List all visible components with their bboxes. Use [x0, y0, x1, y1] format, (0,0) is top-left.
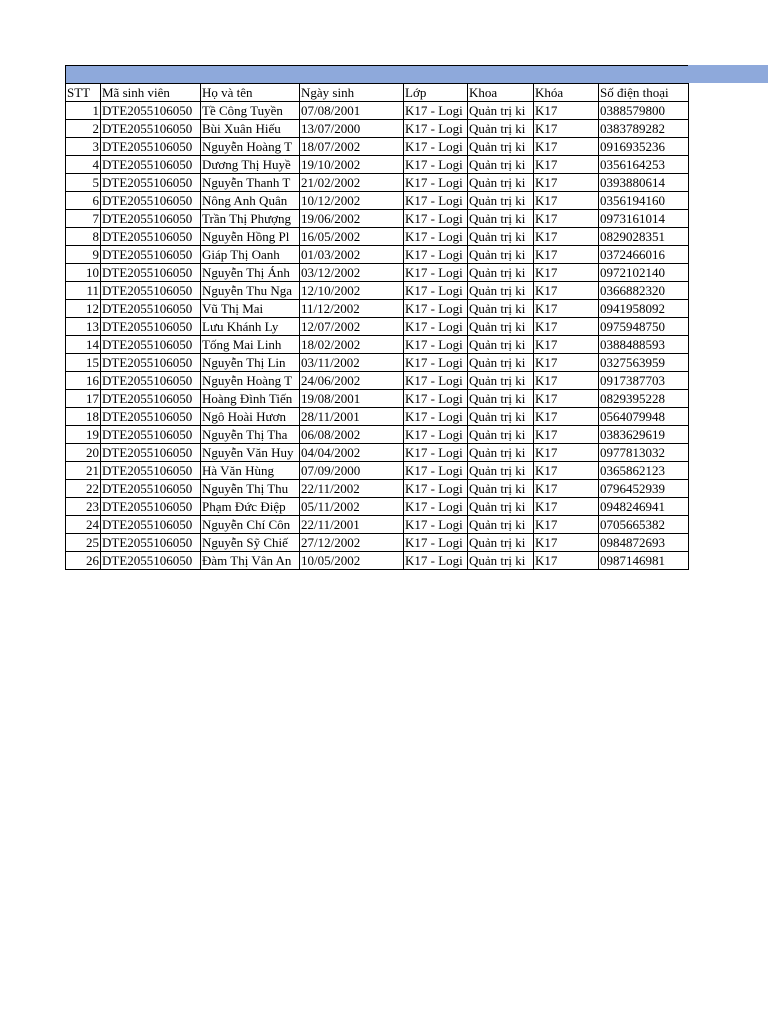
table-row: [66, 120, 689, 138]
phone-cell[interactable]: 0829395228: [599, 390, 689, 408]
cohort-cell[interactable]: K17: [534, 408, 599, 426]
faculty-cell[interactable]: Quản trị ki: [468, 246, 534, 264]
phone-cell[interactable]: 0829028351: [599, 228, 689, 246]
full-name-cell[interactable]: Tề Công Tuyền: [201, 102, 300, 120]
phone-cell[interactable]: 0383629619: [599, 426, 689, 444]
table-row: [66, 246, 689, 264]
cohort-cell[interactable]: K17: [534, 498, 599, 516]
faculty-cell[interactable]: Quản trị ki: [468, 210, 534, 228]
class-cell[interactable]: K17 - Logi: [404, 138, 468, 156]
faculty-cell[interactable]: Quản trị ki: [468, 192, 534, 210]
table-row: [66, 552, 689, 570]
faculty-cell[interactable]: Quản trị ki: [468, 138, 534, 156]
class-cell[interactable]: K17 - Logi: [404, 372, 468, 390]
class-cell[interactable]: K17 - Logi: [404, 282, 468, 300]
birth-date-cell[interactable]: 28/11/2001: [300, 408, 404, 426]
full-name-cell[interactable]: Nguyễn Thu Nga: [201, 282, 300, 300]
stt-cell[interactable]: 15: [66, 354, 101, 372]
birth-date-cell[interactable]: 18/07/2002: [300, 138, 404, 156]
full-name-cell[interactable]: Hoàng Đình Tiến: [201, 390, 300, 408]
full-name-cell[interactable]: Nguyễn Hoàng T: [201, 372, 300, 390]
full-name-cell[interactable]: Phạm Đức Điệp: [201, 498, 300, 516]
class-cell[interactable]: K17 - Logi: [404, 228, 468, 246]
class-cell[interactable]: K17 - Logi: [404, 408, 468, 426]
table-row: [66, 426, 689, 444]
student-id-cell[interactable]: DTE2055106050: [101, 264, 201, 282]
phone-cell[interactable]: 0388488593: [599, 336, 689, 354]
cohort-cell[interactable]: K17: [534, 138, 599, 156]
stt-cell[interactable]: 20: [66, 444, 101, 462]
table-row: [66, 534, 689, 552]
full-name-cell[interactable]: Vũ Thị Mai: [201, 300, 300, 318]
faculty-cell[interactable]: Quản trị ki: [468, 318, 534, 336]
class-cell[interactable]: K17 - Logi: [404, 174, 468, 192]
stt-cell[interactable]: 2: [66, 120, 101, 138]
student-id-cell[interactable]: DTE2055106050: [101, 426, 201, 444]
faculty-cell[interactable]: Quản trị ki: [468, 372, 534, 390]
full-name-cell[interactable]: Trần Thị Phượng: [201, 210, 300, 228]
student-id-cell[interactable]: DTE2055106050: [101, 408, 201, 426]
student-id-cell[interactable]: DTE2055106050: [101, 534, 201, 552]
stt-cell[interactable]: 4: [66, 156, 101, 174]
phone-cell[interactable]: 0356164253: [599, 156, 689, 174]
stt-cell[interactable]: 22: [66, 480, 101, 498]
phone-cell[interactable]: 0796452939: [599, 480, 689, 498]
stt-cell[interactable]: 6: [66, 192, 101, 210]
class-cell[interactable]: K17 - Logi: [404, 390, 468, 408]
cohort-cell[interactable]: K17: [534, 390, 599, 408]
faculty-cell[interactable]: Quản trị ki: [468, 444, 534, 462]
cohort-cell[interactable]: K17: [534, 552, 599, 570]
phone-cell[interactable]: 0973161014: [599, 210, 689, 228]
full-name-cell[interactable]: Hà Văn Hùng: [201, 462, 300, 480]
birth-date-cell[interactable]: 19/06/2002: [300, 210, 404, 228]
stt-cell[interactable]: 23: [66, 498, 101, 516]
table-row: [66, 282, 689, 300]
phone-cell[interactable]: 0948246941: [599, 498, 689, 516]
full-name-cell[interactable]: Nguyễn Hoàng T: [201, 138, 300, 156]
header-row: [66, 84, 689, 102]
header-class[interactable]: Lớp: [404, 84, 468, 102]
stt-cell[interactable]: 12: [66, 300, 101, 318]
full-name-cell[interactable]: Tống Mai Linh: [201, 336, 300, 354]
header-cohort[interactable]: Khóa: [534, 84, 599, 102]
birth-date-cell[interactable]: 07/08/2001: [300, 102, 404, 120]
table-row: [66, 210, 689, 228]
class-cell[interactable]: K17 - Logi: [404, 246, 468, 264]
faculty-cell[interactable]: Quản trị ki: [468, 480, 534, 498]
student-id-cell[interactable]: DTE2055106050: [101, 300, 201, 318]
cohort-cell[interactable]: K17: [534, 264, 599, 282]
birth-date-cell[interactable]: 22/11/2002: [300, 480, 404, 498]
birth-date-cell[interactable]: 18/02/2002: [300, 336, 404, 354]
table-row: [66, 228, 689, 246]
faculty-cell[interactable]: Quản trị ki: [468, 462, 534, 480]
stt-cell[interactable]: 16: [66, 372, 101, 390]
phone-cell[interactable]: 0393880614: [599, 174, 689, 192]
birth-date-cell[interactable]: 06/08/2002: [300, 426, 404, 444]
class-cell[interactable]: K17 - Logi: [404, 192, 468, 210]
cohort-cell[interactable]: K17: [534, 282, 599, 300]
phone-cell[interactable]: 0941958092: [599, 300, 689, 318]
table-row: [66, 462, 689, 480]
student-id-cell[interactable]: DTE2055106050: [101, 102, 201, 120]
full-name-cell[interactable]: Dương Thị Huyề: [201, 156, 300, 174]
faculty-cell[interactable]: Quản trị ki: [468, 336, 534, 354]
birth-date-cell[interactable]: 21/02/2002: [300, 174, 404, 192]
faculty-cell[interactable]: Quản trị ki: [468, 354, 534, 372]
phone-cell[interactable]: 0564079948: [599, 408, 689, 426]
table-row: [66, 354, 689, 372]
header-faculty[interactable]: Khoa: [468, 84, 534, 102]
table-row: [66, 264, 689, 282]
stt-cell[interactable]: 18: [66, 408, 101, 426]
birth-date-cell[interactable]: 10/05/2002: [300, 552, 404, 570]
class-cell[interactable]: K17 - Logi: [404, 480, 468, 498]
cohort-cell[interactable]: K17: [534, 336, 599, 354]
student-id-cell[interactable]: DTE2055106050: [101, 498, 201, 516]
class-cell[interactable]: K17 - Logi: [404, 462, 468, 480]
student-id-cell[interactable]: DTE2055106050: [101, 156, 201, 174]
header-student-id[interactable]: Mã sinh viên: [101, 84, 201, 102]
class-cell[interactable]: K17 - Logi: [404, 120, 468, 138]
student-id-cell[interactable]: DTE2055106050: [101, 228, 201, 246]
student-id-cell[interactable]: DTE2055106050: [101, 192, 201, 210]
full-name-cell[interactable]: Nông Anh Quân: [201, 192, 300, 210]
table-row: [66, 480, 689, 498]
student-id-cell[interactable]: DTE2055106050: [101, 174, 201, 192]
full-name-cell[interactable]: Nguyễn Thị Tha: [201, 426, 300, 444]
stt-cell[interactable]: 21: [66, 462, 101, 480]
cohort-cell[interactable]: K17: [534, 426, 599, 444]
cohort-cell[interactable]: K17: [534, 174, 599, 192]
birth-date-cell[interactable]: 04/04/2002: [300, 444, 404, 462]
faculty-cell[interactable]: Quản trị ki: [468, 102, 534, 120]
class-cell[interactable]: K17 - Logi: [404, 552, 468, 570]
stt-cell[interactable]: 26: [66, 552, 101, 570]
phone-cell[interactable]: 0917387703: [599, 372, 689, 390]
cohort-cell[interactable]: K17: [534, 210, 599, 228]
table-row: [66, 138, 689, 156]
student-id-cell[interactable]: DTE2055106050: [101, 138, 201, 156]
student-id-cell[interactable]: DTE2055106050: [101, 462, 201, 480]
stt-cell[interactable]: 11: [66, 282, 101, 300]
cohort-cell[interactable]: K17: [534, 480, 599, 498]
birth-date-cell[interactable]: 13/07/2000: [300, 120, 404, 138]
faculty-cell[interactable]: Quản trị ki: [468, 228, 534, 246]
full-name-cell[interactable]: Giáp Thị Oanh: [201, 246, 300, 264]
full-name-cell[interactable]: Nguyễn Thị Ánh: [201, 264, 300, 282]
table-row: [66, 390, 689, 408]
full-name-cell[interactable]: Bùi Xuân Hiếu: [201, 120, 300, 138]
phone-cell[interactable]: 0383789282: [599, 120, 689, 138]
stt-cell[interactable]: 10: [66, 264, 101, 282]
phone-cell[interactable]: 0372466016: [599, 246, 689, 264]
student-id-cell[interactable]: DTE2055106050: [101, 390, 201, 408]
faculty-cell[interactable]: Quản trị ki: [468, 156, 534, 174]
cohort-cell[interactable]: K17: [534, 444, 599, 462]
stt-cell[interactable]: 25: [66, 534, 101, 552]
phone-cell[interactable]: 0327563959: [599, 354, 689, 372]
class-cell[interactable]: K17 - Logi: [404, 156, 468, 174]
class-cell[interactable]: K17 - Logi: [404, 426, 468, 444]
table-row: [66, 318, 689, 336]
full-name-cell[interactable]: Nguyễn Sỹ Chiế: [201, 534, 300, 552]
student-id-cell[interactable]: DTE2055106050: [101, 444, 201, 462]
student-id-cell[interactable]: DTE2055106050: [101, 246, 201, 264]
student-id-cell[interactable]: DTE2055106050: [101, 336, 201, 354]
table-row: [66, 192, 689, 210]
class-cell[interactable]: K17 - Logi: [404, 444, 468, 462]
birth-date-cell[interactable]: 27/12/2002: [300, 534, 404, 552]
full-name-cell[interactable]: Nguyễn Thanh T: [201, 174, 300, 192]
birth-date-cell[interactable]: 24/06/2002: [300, 372, 404, 390]
birth-date-cell[interactable]: 03/11/2002: [300, 354, 404, 372]
student-table: [65, 83, 689, 570]
cohort-cell[interactable]: K17: [534, 300, 599, 318]
birth-date-cell[interactable]: 03/12/2002: [300, 264, 404, 282]
table-row: [66, 336, 689, 354]
stt-cell[interactable]: 14: [66, 336, 101, 354]
cohort-cell[interactable]: K17: [534, 462, 599, 480]
stt-cell[interactable]: 7: [66, 210, 101, 228]
birth-date-cell[interactable]: 22/11/2001: [300, 516, 404, 534]
faculty-cell[interactable]: Quản trị ki: [468, 516, 534, 534]
class-cell[interactable]: K17 - Logi: [404, 102, 468, 120]
student-id-cell[interactable]: DTE2055106050: [101, 210, 201, 228]
stt-cell[interactable]: 8: [66, 228, 101, 246]
stt-cell[interactable]: 5: [66, 174, 101, 192]
faculty-cell[interactable]: Quản trị ki: [468, 552, 534, 570]
stt-cell[interactable]: 1: [66, 102, 101, 120]
table-row: [66, 372, 689, 390]
birth-date-cell[interactable]: 12/07/2002: [300, 318, 404, 336]
student-id-cell[interactable]: DTE2055106050: [101, 318, 201, 336]
full-name-cell[interactable]: Đàm Thị Vân An: [201, 552, 300, 570]
phone-cell[interactable]: 0366882320: [599, 282, 689, 300]
class-cell[interactable]: K17 - Logi: [404, 354, 468, 372]
full-name-cell[interactable]: Ngô Hoài Hươn: [201, 408, 300, 426]
birth-date-cell[interactable]: 19/08/2001: [300, 390, 404, 408]
phone-cell[interactable]: 0987146981: [599, 552, 689, 570]
class-cell[interactable]: K17 - Logi: [404, 516, 468, 534]
header-full-name[interactable]: Họ và tên: [201, 84, 300, 102]
phone-cell[interactable]: 0984872693: [599, 534, 689, 552]
table-row: [66, 408, 689, 426]
stt-cell[interactable]: 17: [66, 390, 101, 408]
full-name-cell[interactable]: Nguyễn Chí Côn: [201, 516, 300, 534]
phone-cell[interactable]: 0388579800: [599, 102, 689, 120]
student-id-cell[interactable]: DTE2055106050: [101, 552, 201, 570]
phone-cell[interactable]: 0916935236: [599, 138, 689, 156]
stt-cell[interactable]: 24: [66, 516, 101, 534]
header-phone[interactable]: Số điện thoại: [599, 84, 689, 102]
table-row: [66, 174, 689, 192]
faculty-cell[interactable]: Quản trị ki: [468, 390, 534, 408]
birth-date-cell[interactable]: 10/12/2002: [300, 192, 404, 210]
student-id-cell[interactable]: DTE2055106050: [101, 282, 201, 300]
full-name-cell[interactable]: Lưu Khánh Ly: [201, 318, 300, 336]
cohort-cell[interactable]: K17: [534, 534, 599, 552]
phone-cell[interactable]: 0365862123: [599, 462, 689, 480]
cohort-cell[interactable]: K17: [534, 318, 599, 336]
full-name-cell[interactable]: Nguyễn Thị Thu: [201, 480, 300, 498]
phone-cell[interactable]: 0972102140: [599, 264, 689, 282]
stt-cell[interactable]: 13: [66, 318, 101, 336]
birth-date-cell[interactable]: 07/09/2000: [300, 462, 404, 480]
faculty-cell[interactable]: Quản trị ki: [468, 534, 534, 552]
birth-date-cell[interactable]: 01/03/2002: [300, 246, 404, 264]
birth-date-cell[interactable]: 16/05/2002: [300, 228, 404, 246]
student-id-cell[interactable]: DTE2055106050: [101, 516, 201, 534]
header-birth-date[interactable]: Ngày sinh: [300, 84, 404, 102]
class-cell[interactable]: K17 - Logi: [404, 300, 468, 318]
faculty-cell[interactable]: Quản trị ki: [468, 264, 534, 282]
stt-cell[interactable]: 3: [66, 138, 101, 156]
student-id-cell[interactable]: DTE2055106050: [101, 354, 201, 372]
cohort-cell[interactable]: K17: [534, 354, 599, 372]
class-cell[interactable]: K17 - Logi: [404, 318, 468, 336]
faculty-cell[interactable]: Quản trị ki: [468, 120, 534, 138]
faculty-cell[interactable]: Quản trị ki: [468, 282, 534, 300]
class-cell[interactable]: K17 - Logi: [404, 336, 468, 354]
faculty-cell[interactable]: Quản trị ki: [468, 408, 534, 426]
phone-cell[interactable]: 0975948750: [599, 318, 689, 336]
cohort-cell[interactable]: K17: [534, 228, 599, 246]
birth-date-cell[interactable]: 11/12/2002: [300, 300, 404, 318]
table-row: [66, 156, 689, 174]
class-cell[interactable]: K17 - Logi: [404, 534, 468, 552]
cohort-cell[interactable]: K17: [534, 102, 599, 120]
cohort-cell[interactable]: K17: [534, 192, 599, 210]
table-row: [66, 498, 689, 516]
table-row: [66, 300, 689, 318]
cohort-cell[interactable]: K17: [534, 246, 599, 264]
phone-cell[interactable]: 0356194160: [599, 192, 689, 210]
header-stt[interactable]: STT: [66, 84, 101, 102]
student-id-cell[interactable]: DTE2055106050: [101, 120, 201, 138]
table-row: [66, 102, 689, 120]
title-border: [65, 65, 688, 83]
phone-cell[interactable]: 0705665382: [599, 516, 689, 534]
cohort-cell[interactable]: K17: [534, 156, 599, 174]
birth-date-cell[interactable]: 19/10/2002: [300, 156, 404, 174]
class-cell[interactable]: K17 - Logi: [404, 264, 468, 282]
birth-date-cell[interactable]: 05/11/2002: [300, 498, 404, 516]
phone-cell[interactable]: 0977813032: [599, 444, 689, 462]
class-cell[interactable]: K17 - Logi: [404, 498, 468, 516]
student-id-cell[interactable]: DTE2055106050: [101, 372, 201, 390]
student-id-cell[interactable]: DTE2055106050: [101, 480, 201, 498]
table-row: [66, 516, 689, 534]
full-name-cell[interactable]: Nguyễn Thị Lin: [201, 354, 300, 372]
faculty-cell[interactable]: Quản trị ki: [468, 174, 534, 192]
class-cell[interactable]: K17 - Logi: [404, 210, 468, 228]
stt-cell[interactable]: 9: [66, 246, 101, 264]
faculty-cell[interactable]: Quản trị ki: [468, 300, 534, 318]
full-name-cell[interactable]: Nguyễn Hồng Pl: [201, 228, 300, 246]
full-name-cell[interactable]: Nguyễn Văn Huy: [201, 444, 300, 462]
stt-cell[interactable]: 19: [66, 426, 101, 444]
faculty-cell[interactable]: Quản trị ki: [468, 498, 534, 516]
cohort-cell[interactable]: K17: [534, 120, 599, 138]
birth-date-cell[interactable]: 12/10/2002: [300, 282, 404, 300]
cohort-cell[interactable]: K17: [534, 516, 599, 534]
table-row: [66, 444, 689, 462]
faculty-cell[interactable]: Quản trị ki: [468, 426, 534, 444]
cohort-cell[interactable]: K17: [534, 372, 599, 390]
